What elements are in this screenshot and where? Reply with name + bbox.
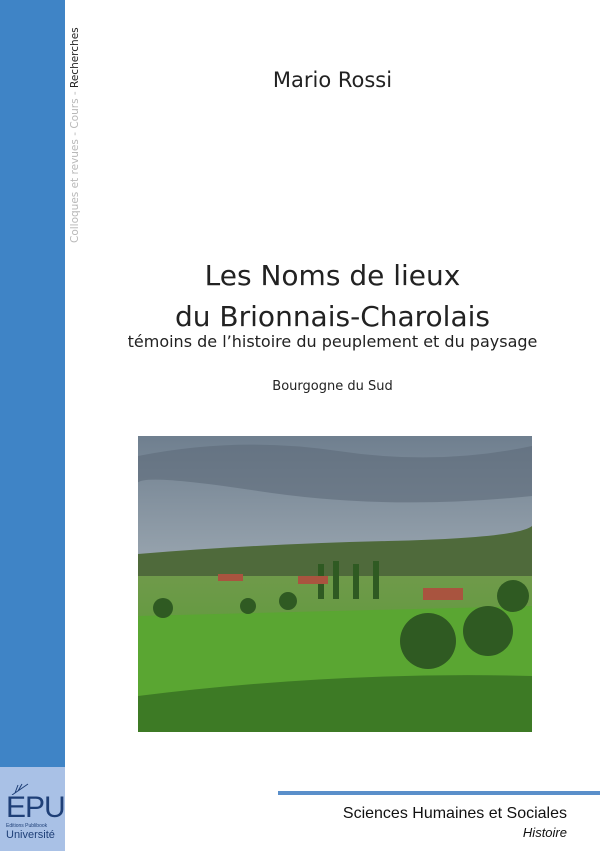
series-item: Cours [69, 98, 81, 129]
series-separator: - [69, 87, 81, 99]
logo-publisher-sub: Université [6, 829, 55, 841]
series-item: Colloques et revues [69, 139, 81, 243]
series-item-active: Recherches [69, 27, 81, 88]
subject-label: Histoire [522, 825, 567, 840]
series-separator: - [69, 128, 81, 140]
logo-publisher-name: Editions Publibook [6, 823, 48, 829]
side-color-band [0, 0, 65, 767]
book-title [65, 255, 600, 337]
publisher-logo [0, 767, 65, 851]
series-label [69, 27, 81, 243]
title-line: Les Noms de lieux [204, 259, 461, 292]
logo-mark: EPU [6, 791, 65, 824]
title-line: du Brionnais-Charolais [175, 300, 490, 333]
collection-rule [278, 791, 600, 795]
book-subtitle: témoins de l’histoire du peuplement et du paysage [127, 332, 538, 351]
region-label: Bourgogne du Sud [272, 379, 393, 394]
author-name: Mario Rossi [272, 68, 393, 92]
collection-name: Sciences Humaines et Sociales [342, 805, 567, 822]
landscape-photo [138, 436, 532, 732]
